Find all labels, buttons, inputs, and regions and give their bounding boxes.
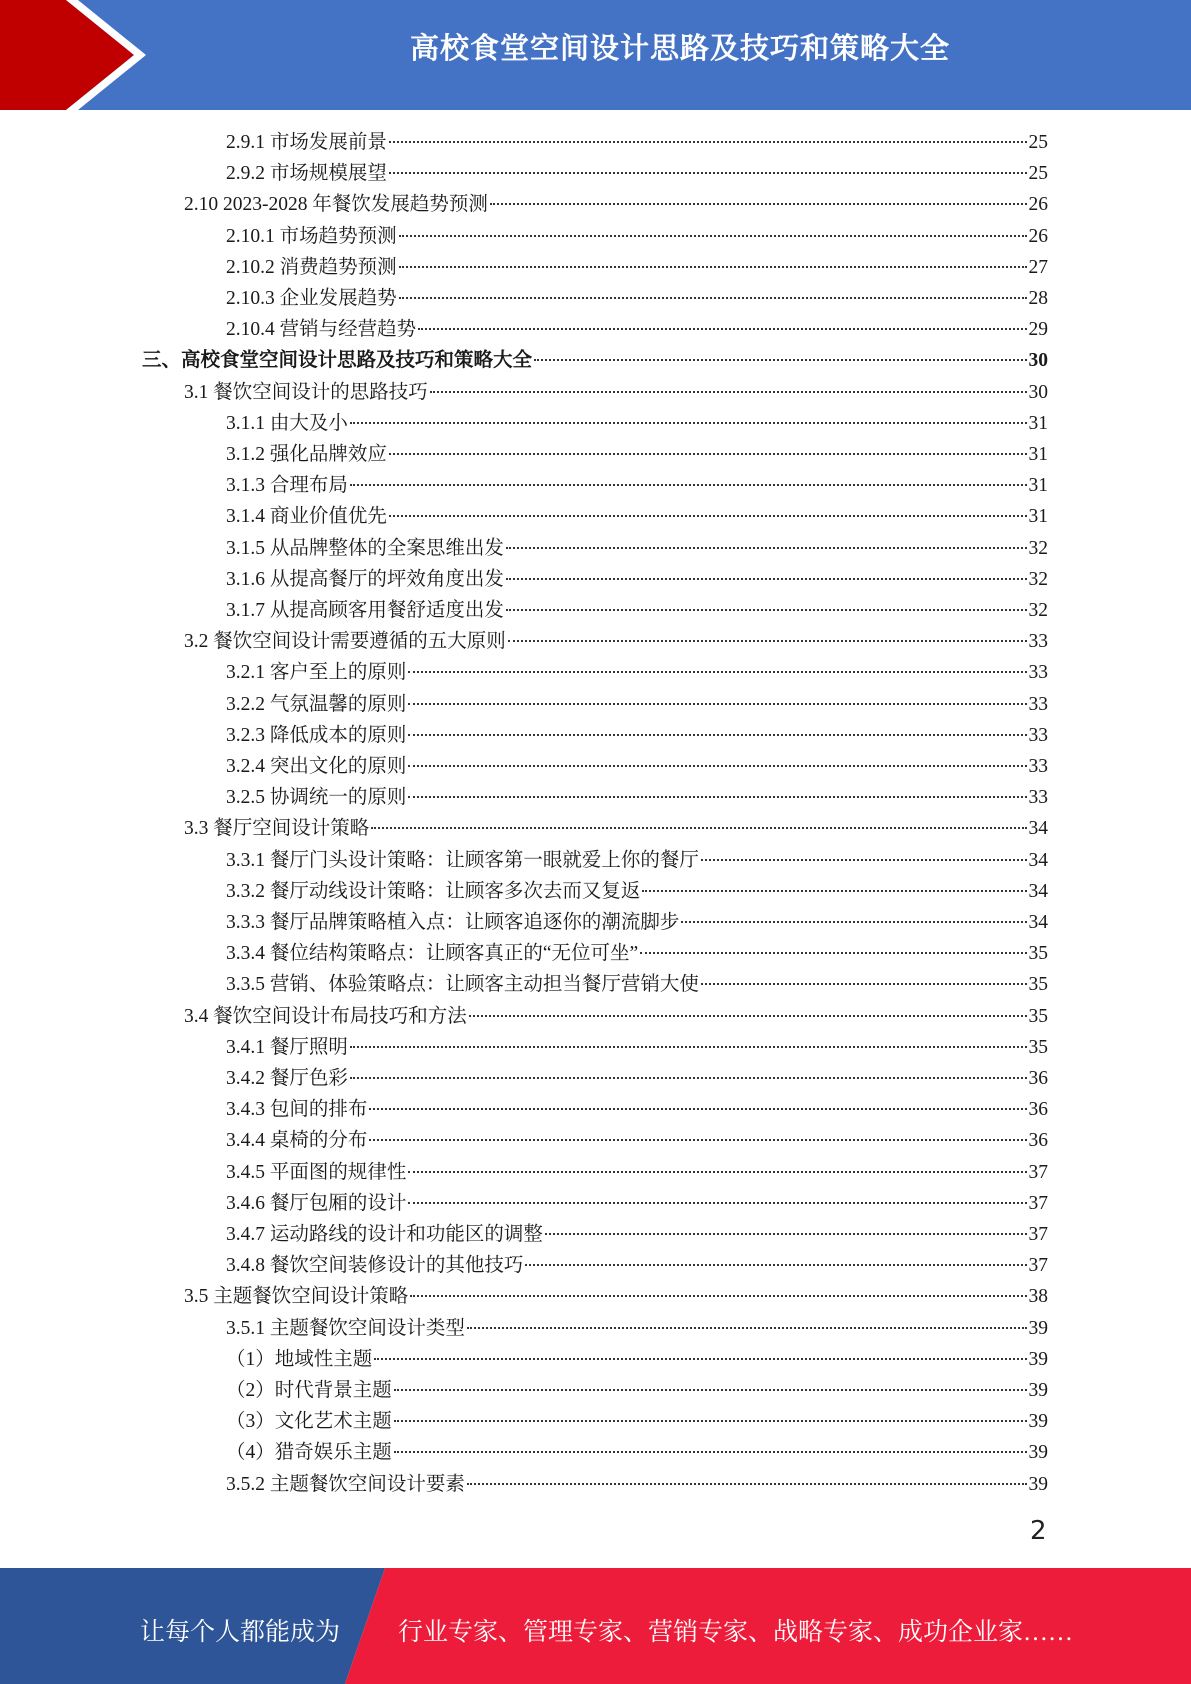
toc-entry-page: 36 <box>1028 1068 1048 1089</box>
toc-entry-title: 三、高校食堂空间设计思路及技巧和策略大全 <box>142 350 533 372</box>
toc-entry-page: 31 <box>1028 444 1048 465</box>
toc-entry-title: 3.1.7 从提高顾客用餐舒适度出发 <box>226 600 504 621</box>
toc-dot-leader <box>701 983 1027 985</box>
toc-entry[interactable] <box>226 252 1048 283</box>
toc-dot-leader <box>642 890 1026 892</box>
toc-entry-page: 33 <box>1028 756 1048 777</box>
toc-entry-page: 36 <box>1028 1130 1048 1152</box>
toc-entry-title: 3.5 主题餐饮空间设计策略 <box>184 1286 409 1308</box>
toc-entry[interactable] <box>226 1469 1048 1500</box>
toc-entry[interactable] <box>226 1032 1048 1063</box>
toc-entry[interactable] <box>226 1313 1048 1344</box>
toc-entry-title: 3.4.4 桌椅的分布 <box>226 1130 368 1152</box>
toc-entry[interactable] <box>184 813 1048 844</box>
toc-dot-leader <box>350 1077 1027 1079</box>
header-arrow-decoration <box>0 0 150 110</box>
toc-entry-page: 33 <box>1028 724 1048 746</box>
toc-entry-page: 39 <box>1028 1473 1048 1495</box>
toc-dot-leader <box>389 172 1027 174</box>
toc-dot-leader <box>394 1451 1027 1453</box>
toc-entry-page: 26 <box>1028 225 1048 247</box>
toc-entry[interactable] <box>226 1250 1048 1281</box>
toc-entry-title: （1）地域性主题 <box>226 1348 373 1370</box>
toc-dot-leader <box>467 1327 1027 1329</box>
toc-entry[interactable] <box>184 189 1048 220</box>
toc-entry-page: 33 <box>1028 662 1048 684</box>
toc-entry[interactable] <box>226 907 1048 938</box>
toc-entry-title: 3.3.3 餐厅品牌策略植入点：让顾客追逐你的潮流脚步 <box>226 912 680 933</box>
toc-entry[interactable] <box>226 876 1048 907</box>
toc-entry-title: 3.2.1 客户至上的原则 <box>226 662 407 684</box>
toc-dot-leader <box>640 952 1026 954</box>
toc-entry[interactable] <box>226 969 1048 1000</box>
toc-dot-leader <box>545 1233 1027 1235</box>
toc-dot-leader <box>369 1108 1026 1110</box>
toc-dot-leader <box>389 515 1027 517</box>
toc-dot-leader <box>394 1420 1027 1422</box>
toc-entry-title: 3.3.1 餐厅门头设计策略：让顾客第一眼就爱上你的餐厅 <box>226 849 699 871</box>
toc-dot-leader <box>506 547 1027 549</box>
toc-entry[interactable] <box>226 1375 1048 1406</box>
toc-dot-leader <box>408 703 1026 705</box>
toc-dot-leader <box>534 359 1026 361</box>
toc-dot-leader <box>408 671 1026 673</box>
toc-entry-title: 2.9.1 市场发展前景 <box>226 132 387 153</box>
toc-dot-leader <box>369 1139 1026 1141</box>
toc-entry-page: 36 <box>1028 1099 1048 1121</box>
toc-entry-page: 31 <box>1028 506 1048 528</box>
toc-dot-leader <box>408 1171 1026 1173</box>
toc-entry-page: 30 <box>1028 381 1048 403</box>
toc-entry-page: 34 <box>1028 849 1048 871</box>
toc-entry-page: 35 <box>1028 1036 1048 1058</box>
toc-entry-title: 2.10.2 消费趋势预测 <box>226 256 397 278</box>
toc-dot-leader <box>681 921 1026 923</box>
toc-dot-leader <box>389 453 1027 455</box>
toc-entry-title: 2.10 2023-2028 年餐饮发展趋势预测 <box>184 194 488 216</box>
toc-entry-page: 37 <box>1028 1224 1048 1245</box>
toc-dot-leader <box>408 765 1026 767</box>
toc-dot-leader <box>350 1046 1027 1048</box>
toc-entry-title: 3.1 餐饮空间设计的思路技巧 <box>184 381 428 403</box>
toc-entry[interactable] <box>226 1063 1048 1094</box>
toc-entry-page: 31 <box>1028 412 1048 434</box>
toc-dot-leader <box>490 203 1027 205</box>
footer-slogan-right: 行业专家、管理专家、营销专家、战略专家、成功企业家…… <box>398 1619 1074 1646</box>
toc-dot-leader <box>350 484 1027 486</box>
toc-entry[interactable] <box>226 158 1048 189</box>
toc-entry-page: 37 <box>1028 1161 1048 1183</box>
toc-dot-leader <box>408 1202 1026 1204</box>
toc-entry-page: 29 <box>1028 319 1048 341</box>
toc-entry-page: 34 <box>1028 912 1048 933</box>
toc-dot-leader <box>418 328 1026 330</box>
toc-entry-title: 3.4.8 餐饮空间装修设计的其他技巧 <box>226 1255 524 1277</box>
toc-entry[interactable] <box>226 564 1048 595</box>
toc-entry-page: 33 <box>1028 693 1048 715</box>
toc-entry-page: 35 <box>1028 1005 1048 1027</box>
toc-entry-title: 3.2 餐饮空间设计需要遵循的五大原则 <box>184 631 506 653</box>
toc-entry-page: 39 <box>1028 1348 1048 1370</box>
toc-entry[interactable] <box>226 283 1048 314</box>
toc-entry[interactable] <box>226 689 1048 720</box>
toc-entry-title: 3.2.4 突出文化的原则 <box>226 756 407 777</box>
page-number: 2 <box>1030 1516 1047 1546</box>
toc-dot-leader <box>467 1483 1027 1485</box>
toc-entry[interactable] <box>226 501 1048 532</box>
toc-entry[interactable] <box>142 345 1048 376</box>
toc-entry-title: 2.10.1 市场趋势预测 <box>226 225 397 247</box>
toc-entry-title: 3.3.5 营销、体验策略点：让顾客主动担当餐厅营销大使 <box>226 974 699 996</box>
toc-entry-page: 26 <box>1028 194 1048 216</box>
toc-dot-leader <box>389 141 1027 143</box>
toc-entry-page: 35 <box>1028 974 1048 996</box>
toc-entry-title: 2.10.3 企业发展趋势 <box>226 288 397 309</box>
toc-entry-page: 31 <box>1028 475 1048 497</box>
toc-entry[interactable] <box>226 657 1048 688</box>
toc-entry-page: 37 <box>1028 1255 1048 1277</box>
toc-entry[interactable] <box>226 314 1048 345</box>
toc-dot-leader <box>410 1295 1026 1297</box>
toc-entry-page: 28 <box>1028 288 1048 309</box>
toc-entry[interactable] <box>184 626 1048 657</box>
toc-dot-leader <box>506 609 1027 611</box>
toc-entry[interactable] <box>226 1344 1048 1375</box>
header-title: 高校食堂空间设计思路及技巧和策略大全 <box>409 31 950 65</box>
toc-entry-title: 3.4.6 餐厅包厢的设计 <box>226 1192 407 1214</box>
toc-entry[interactable] <box>226 938 1048 969</box>
toc-entry[interactable] <box>226 595 1048 626</box>
toc-entry-title: 3.5.1 主题餐饮空间设计类型 <box>226 1317 465 1339</box>
toc-entry-title: 3.4 餐饮空间设计布局技巧和方法 <box>184 1005 467 1027</box>
toc-dot-leader <box>701 859 1027 861</box>
toc-entry-page: 37 <box>1028 1192 1048 1214</box>
toc-dot-leader <box>430 391 1027 393</box>
toc-entry-title: 3.2.2 气氛温馨的原则 <box>226 693 407 715</box>
toc-dot-leader <box>525 1264 1026 1266</box>
toc-entry[interactable] <box>226 408 1048 439</box>
toc-entry-page: 33 <box>1028 631 1048 653</box>
toc-entry[interactable] <box>226 439 1048 470</box>
toc-entry[interactable] <box>226 533 1048 564</box>
toc-entry-page: 32 <box>1028 568 1048 590</box>
toc-dot-leader <box>508 640 1027 642</box>
toc-entry-title: 2.9.2 市场规模展望 <box>226 163 387 185</box>
toc-entry-title: 3.4.7 运动路线的设计和功能区的调整 <box>226 1224 543 1245</box>
toc-entry-page: 39 <box>1028 1442 1048 1464</box>
toc-entry-page: 35 <box>1028 943 1048 965</box>
toc-entry-page: 27 <box>1028 256 1048 278</box>
toc-dot-leader <box>408 796 1026 798</box>
toc-entry[interactable] <box>226 1437 1048 1468</box>
toc-dot-leader <box>408 734 1026 736</box>
toc-entry[interactable] <box>226 1094 1048 1125</box>
toc-entry[interactable] <box>226 1125 1048 1156</box>
toc-entry-title: 3.2.5 协调统一的原则 <box>226 787 407 809</box>
toc-entry-title: 3.1.2 强化品牌效应 <box>226 444 387 465</box>
toc-entry-title: 3.4.5 平面图的规律性 <box>226 1161 407 1183</box>
toc-entry-page: 25 <box>1028 132 1048 153</box>
toc-dot-leader <box>399 235 1027 237</box>
toc-entry[interactable] <box>226 751 1048 782</box>
toc-entry-title: 3.1.3 合理布局 <box>226 475 348 497</box>
toc-dot-leader <box>394 1389 1027 1391</box>
toc-entry-page: 33 <box>1028 787 1048 809</box>
toc-entry-page: 39 <box>1028 1411 1048 1433</box>
toc-dot-leader <box>399 266 1027 268</box>
toc-entry-title: 3.3.4 餐位结构策略点：让顾客真正的“无位可坐” <box>226 943 639 965</box>
toc-entry[interactable] <box>226 221 1048 252</box>
toc-dot-leader <box>506 578 1027 580</box>
toc-entry-page: 39 <box>1028 1317 1048 1339</box>
page-footer <box>0 1568 1191 1684</box>
toc-dot-leader <box>374 1358 1026 1360</box>
toc-entry-title: （2）时代背景主题 <box>226 1380 392 1401</box>
toc-dot-leader <box>371 827 1026 829</box>
toc-entry-page: 38 <box>1028 1286 1048 1308</box>
toc-entry[interactable] <box>226 470 1048 501</box>
toc-entry[interactable] <box>226 1157 1048 1188</box>
toc-entry[interactable] <box>226 127 1048 158</box>
toc-entry-title: 2.10.4 营销与经营趋势 <box>226 319 417 341</box>
toc-entry-title: 3.4.2 餐厅色彩 <box>226 1068 348 1089</box>
toc-entry-title: 3.3 餐厅空间设计策略 <box>184 818 370 840</box>
toc-entry[interactable] <box>226 782 1048 813</box>
toc-entry-page: 34 <box>1028 818 1048 840</box>
toc-entry-title: 3.3.2 餐厅动线设计策略：让顾客多次去而又复返 <box>226 880 641 902</box>
toc-dot-leader <box>469 1015 1027 1017</box>
footer-slogan-left: 让每个人都能成为 <box>140 1619 341 1646</box>
toc-entry[interactable] <box>226 845 1048 876</box>
toc-entry-title: 3.1.1 由大及小 <box>226 412 348 434</box>
toc-entry-title: 3.4.3 包间的排布 <box>226 1099 368 1121</box>
toc-entry[interactable] <box>226 1188 1048 1219</box>
toc-entry-title: 3.2.3 降低成本的原则 <box>226 724 407 746</box>
toc-entry[interactable] <box>184 377 1048 408</box>
toc-dot-leader <box>399 297 1027 299</box>
toc-entry[interactable] <box>184 1001 1048 1032</box>
toc-entry-page: 34 <box>1028 880 1048 902</box>
toc-entry-title: 3.4.1 餐厅照明 <box>226 1036 348 1058</box>
toc-entry-page: 32 <box>1028 537 1048 559</box>
toc-entry-title: 3.1.5 从品牌整体的全案思维出发 <box>226 537 504 559</box>
page-header <box>0 0 1191 110</box>
toc-entry-title: 3.1.4 商业价值优先 <box>226 506 387 528</box>
toc-entry-title: （3）文化艺术主题 <box>226 1411 392 1433</box>
toc-entry[interactable] <box>184 1281 1048 1312</box>
toc-entry[interactable] <box>226 1219 1048 1250</box>
toc-entry-title: 3.1.6 从提高餐厅的坪效角度出发 <box>226 568 504 590</box>
toc-entry-page: 32 <box>1028 600 1048 621</box>
toc-entry-page: 25 <box>1028 163 1048 185</box>
toc-entry-title: 3.5.2 主题餐饮空间设计要素 <box>226 1473 465 1495</box>
toc-dot-leader <box>350 422 1027 424</box>
toc-entry-page: 30 <box>1028 350 1048 372</box>
toc-entry[interactable] <box>226 720 1048 751</box>
toc-entry[interactable] <box>226 1406 1048 1437</box>
toc-entry-page: 39 <box>1028 1380 1048 1401</box>
toc-entry-title: （4）猎奇娱乐主题 <box>226 1442 392 1464</box>
